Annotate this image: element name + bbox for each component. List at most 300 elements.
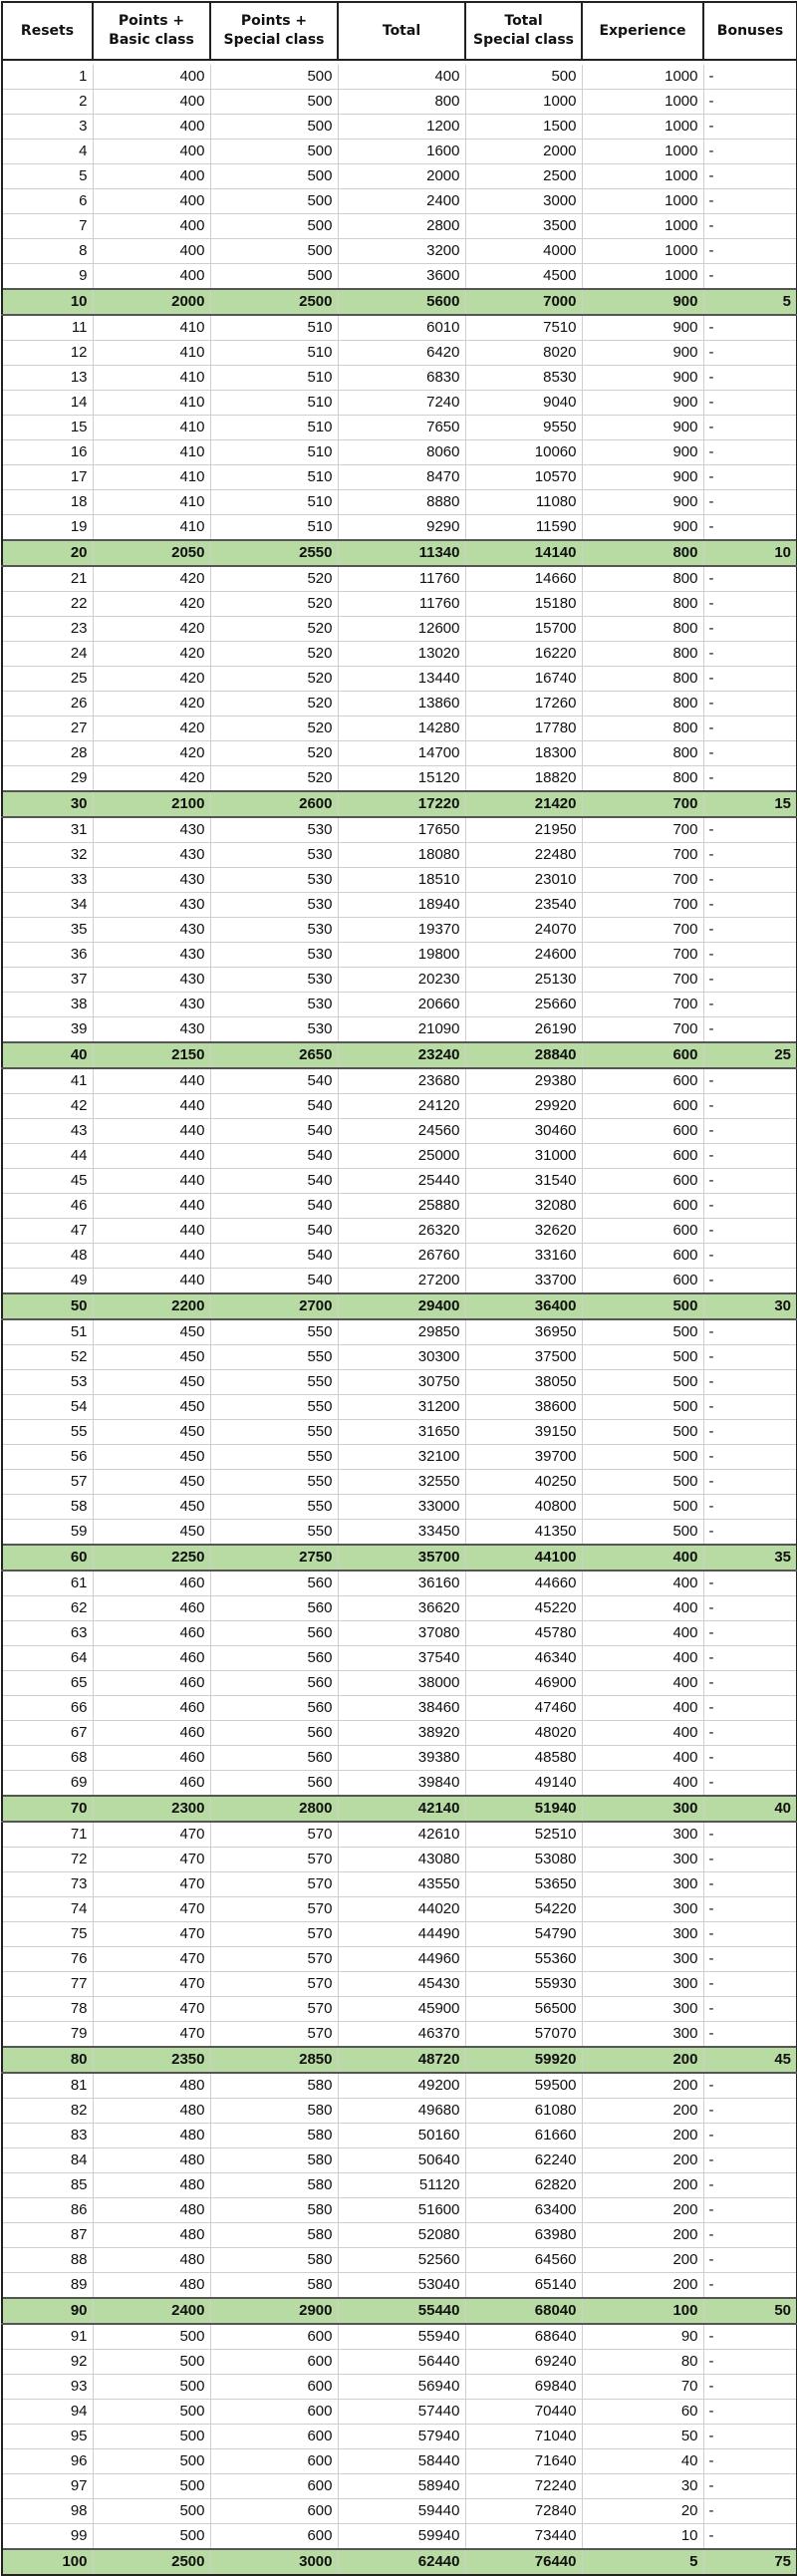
cell-experience: 800 bbox=[582, 667, 703, 692]
table-row bbox=[2, 239, 797, 264]
header-total-special-class: Total Special class bbox=[465, 2, 582, 60]
table-row bbox=[2, 1395, 797, 1420]
cell-total: 25880 bbox=[338, 1194, 465, 1219]
cell-points-special: 570 bbox=[210, 1848, 338, 1872]
table-header bbox=[2, 2, 797, 60]
cell-total: 12600 bbox=[338, 617, 465, 642]
cell-experience: 200 bbox=[582, 2173, 703, 2198]
cell-bonuses: - bbox=[703, 239, 797, 264]
cell-points-special: 2550 bbox=[210, 540, 338, 566]
cell-resets: 15 bbox=[2, 416, 93, 440]
cell-bonuses: - bbox=[703, 1771, 797, 1797]
cell-bonuses: - bbox=[703, 692, 797, 716]
cell-bonuses: - bbox=[703, 189, 797, 214]
cell-resets: 90 bbox=[2, 2298, 93, 2324]
cell-bonuses: - bbox=[703, 140, 797, 164]
cell-resets: 18 bbox=[2, 490, 93, 515]
cell-resets: 44 bbox=[2, 1144, 93, 1169]
cell-points-special: 510 bbox=[210, 440, 338, 465]
cell-total-special: 14660 bbox=[465, 566, 582, 592]
cell-total: 15120 bbox=[338, 766, 465, 792]
cell-total-special: 70440 bbox=[465, 2400, 582, 2425]
cell-resets: 29 bbox=[2, 766, 93, 792]
cell-total: 13020 bbox=[338, 642, 465, 667]
table-row bbox=[2, 1420, 797, 1445]
cell-experience: 400 bbox=[582, 1545, 703, 1571]
cell-total: 25440 bbox=[338, 1169, 465, 1194]
cell-total-special: 46340 bbox=[465, 1646, 582, 1671]
milestone-row bbox=[2, 2549, 797, 2575]
cell-total-special: 24600 bbox=[465, 943, 582, 968]
cell-experience: 700 bbox=[582, 868, 703, 893]
cell-points-basic: 450 bbox=[93, 1470, 210, 1495]
cell-resets: 34 bbox=[2, 893, 93, 918]
cell-total: 33000 bbox=[338, 1495, 465, 1520]
table-row bbox=[2, 617, 797, 642]
table-row bbox=[2, 2524, 797, 2550]
cell-points-special: 2750 bbox=[210, 1545, 338, 1571]
cell-bonuses: - bbox=[703, 2248, 797, 2273]
cell-points-special: 600 bbox=[210, 2350, 338, 2375]
cell-points-basic: 440 bbox=[93, 1219, 210, 1244]
table-row bbox=[2, 366, 797, 391]
cell-points-basic: 420 bbox=[93, 692, 210, 716]
cell-total-special: 37500 bbox=[465, 1345, 582, 1370]
cell-bonuses: - bbox=[703, 1144, 797, 1169]
cell-total-special: 33160 bbox=[465, 1244, 582, 1269]
cell-experience: 600 bbox=[582, 1219, 703, 1244]
cell-bonuses: - bbox=[703, 1746, 797, 1771]
cell-points-special: 500 bbox=[210, 239, 338, 264]
cell-points-basic: 430 bbox=[93, 868, 210, 893]
cell-bonuses: - bbox=[703, 592, 797, 617]
cell-bonuses: - bbox=[703, 2449, 797, 2474]
table-row bbox=[2, 2350, 797, 2375]
cell-total: 8470 bbox=[338, 465, 465, 490]
cell-total-special: 22480 bbox=[465, 843, 582, 868]
cell-bonuses: 45 bbox=[703, 2047, 797, 2073]
cell-total: 30750 bbox=[338, 1370, 465, 1395]
cell-total: 14280 bbox=[338, 716, 465, 741]
cell-total-special: 39700 bbox=[465, 1445, 582, 1470]
table-row bbox=[2, 115, 797, 140]
cell-resets: 4 bbox=[2, 140, 93, 164]
cell-points-basic: 470 bbox=[93, 1872, 210, 1897]
cell-bonuses: - bbox=[703, 1395, 797, 1420]
cell-experience: 60 bbox=[582, 2400, 703, 2425]
table-row bbox=[2, 1696, 797, 1721]
cell-total: 57440 bbox=[338, 2400, 465, 2425]
cell-points-basic: 420 bbox=[93, 642, 210, 667]
cell-bonuses: - bbox=[703, 817, 797, 843]
cell-resets: 17 bbox=[2, 465, 93, 490]
header-resets: Resets bbox=[2, 2, 93, 60]
cell-points-basic: 460 bbox=[93, 1596, 210, 1621]
cell-experience: 20 bbox=[582, 2499, 703, 2524]
cell-bonuses: - bbox=[703, 1596, 797, 1621]
cell-points-basic: 440 bbox=[93, 1169, 210, 1194]
table-row bbox=[2, 65, 797, 90]
cell-points-basic: 500 bbox=[93, 2350, 210, 2375]
cell-resets: 66 bbox=[2, 1696, 93, 1721]
table-row bbox=[2, 2400, 797, 2425]
cell-points-basic: 450 bbox=[93, 1319, 210, 1345]
cell-experience: 300 bbox=[582, 1872, 703, 1897]
header-bonuses: Bonuses bbox=[703, 2, 797, 60]
cell-total: 56940 bbox=[338, 2375, 465, 2400]
cell-total: 49680 bbox=[338, 2099, 465, 2124]
cell-total-special: 61660 bbox=[465, 2124, 582, 2148]
cell-bonuses: - bbox=[703, 1872, 797, 1897]
table-row bbox=[2, 416, 797, 440]
table-row bbox=[2, 1345, 797, 1370]
cell-resets: 63 bbox=[2, 1621, 93, 1646]
cell-resets: 16 bbox=[2, 440, 93, 465]
cell-points-basic: 470 bbox=[93, 1822, 210, 1848]
cell-total-special: 10060 bbox=[465, 440, 582, 465]
cell-total: 59940 bbox=[338, 2524, 465, 2550]
cell-resets: 70 bbox=[2, 1796, 93, 1822]
cell-experience: 700 bbox=[582, 968, 703, 993]
cell-bonuses: - bbox=[703, 1194, 797, 1219]
table-row bbox=[2, 1922, 797, 1947]
cell-points-special: 540 bbox=[210, 1269, 338, 1294]
cell-total: 11340 bbox=[338, 540, 465, 566]
cell-points-basic: 410 bbox=[93, 515, 210, 541]
header-row bbox=[2, 2, 797, 60]
cell-resets: 26 bbox=[2, 692, 93, 716]
cell-resets: 95 bbox=[2, 2425, 93, 2449]
cell-bonuses: - bbox=[703, 1445, 797, 1470]
table-row bbox=[2, 2148, 797, 2173]
cell-bonuses: - bbox=[703, 2073, 797, 2099]
cell-points-basic: 470 bbox=[93, 1947, 210, 1972]
cell-points-basic: 2300 bbox=[93, 1796, 210, 1822]
cell-resets: 23 bbox=[2, 617, 93, 642]
cell-points-special: 560 bbox=[210, 1671, 338, 1696]
table-row bbox=[2, 2073, 797, 2099]
table-row bbox=[2, 817, 797, 843]
cell-resets: 46 bbox=[2, 1194, 93, 1219]
table-row bbox=[2, 893, 797, 918]
cell-points-special: 560 bbox=[210, 1696, 338, 1721]
cell-total: 38920 bbox=[338, 1721, 465, 1746]
cell-bonuses: - bbox=[703, 2198, 797, 2223]
cell-total-special: 23010 bbox=[465, 868, 582, 893]
cell-experience: 300 bbox=[582, 1822, 703, 1848]
cell-total-special: 73440 bbox=[465, 2524, 582, 2550]
resets-table bbox=[1, 1, 797, 2576]
cell-resets: 47 bbox=[2, 1219, 93, 1244]
cell-total-special: 16220 bbox=[465, 642, 582, 667]
cell-experience: 800 bbox=[582, 716, 703, 741]
cell-points-basic: 480 bbox=[93, 2223, 210, 2248]
cell-points-special: 580 bbox=[210, 2073, 338, 2099]
cell-points-basic: 500 bbox=[93, 2449, 210, 2474]
table-row bbox=[2, 868, 797, 893]
cell-resets: 79 bbox=[2, 2022, 93, 2048]
cell-experience: 700 bbox=[582, 1017, 703, 1043]
cell-total-special: 1000 bbox=[465, 90, 582, 115]
cell-total: 38460 bbox=[338, 1696, 465, 1721]
cell-bonuses: - bbox=[703, 490, 797, 515]
cell-experience: 600 bbox=[582, 1068, 703, 1094]
cell-total-special: 76440 bbox=[465, 2549, 582, 2575]
cell-total: 38000 bbox=[338, 1671, 465, 1696]
cell-experience: 900 bbox=[582, 315, 703, 341]
cell-bonuses: - bbox=[703, 214, 797, 239]
table-row bbox=[2, 2273, 797, 2299]
cell-total-special: 40250 bbox=[465, 1470, 582, 1495]
cell-points-basic: 2000 bbox=[93, 289, 210, 315]
cell-bonuses: 30 bbox=[703, 1293, 797, 1319]
cell-points-basic: 470 bbox=[93, 1922, 210, 1947]
cell-total-special: 65140 bbox=[465, 2273, 582, 2299]
cell-points-basic: 430 bbox=[93, 968, 210, 993]
cell-resets: 92 bbox=[2, 2350, 93, 2375]
cell-points-basic: 480 bbox=[93, 2099, 210, 2124]
cell-bonuses: - bbox=[703, 1068, 797, 1094]
cell-points-special: 520 bbox=[210, 692, 338, 716]
cell-experience: 900 bbox=[582, 440, 703, 465]
cell-total-special: 48020 bbox=[465, 1721, 582, 1746]
cell-total-special: 38050 bbox=[465, 1370, 582, 1395]
cell-resets: 10 bbox=[2, 289, 93, 315]
cell-experience: 500 bbox=[582, 1420, 703, 1445]
cell-bonuses: 25 bbox=[703, 1042, 797, 1068]
cell-bonuses: - bbox=[703, 366, 797, 391]
cell-experience: 30 bbox=[582, 2474, 703, 2499]
table-row bbox=[2, 766, 797, 792]
cell-total: 44020 bbox=[338, 1897, 465, 1922]
cell-total: 6010 bbox=[338, 315, 465, 341]
table-row bbox=[2, 1596, 797, 1621]
cell-experience: 800 bbox=[582, 741, 703, 766]
cell-points-special: 570 bbox=[210, 1947, 338, 1972]
cell-total-special: 64560 bbox=[465, 2248, 582, 2273]
cell-points-special: 510 bbox=[210, 391, 338, 416]
cell-bonuses: - bbox=[703, 1420, 797, 1445]
cell-points-special: 600 bbox=[210, 2499, 338, 2524]
cell-points-basic: 410 bbox=[93, 416, 210, 440]
cell-bonuses: 35 bbox=[703, 1545, 797, 1571]
cell-points-special: 530 bbox=[210, 943, 338, 968]
cell-bonuses: - bbox=[703, 1119, 797, 1144]
cell-total-special: 7000 bbox=[465, 289, 582, 315]
cell-experience: 10 bbox=[582, 2524, 703, 2550]
table-row bbox=[2, 1897, 797, 1922]
cell-total: 49200 bbox=[338, 2073, 465, 2099]
cell-total-special: 33700 bbox=[465, 1269, 582, 1294]
cell-total: 43550 bbox=[338, 1872, 465, 1897]
cell-experience: 800 bbox=[582, 617, 703, 642]
cell-total-special: 40800 bbox=[465, 1495, 582, 1520]
cell-points-basic: 420 bbox=[93, 716, 210, 741]
cell-resets: 77 bbox=[2, 1972, 93, 1997]
cell-points-basic: 450 bbox=[93, 1370, 210, 1395]
cell-points-basic: 400 bbox=[93, 214, 210, 239]
cell-experience: 800 bbox=[582, 692, 703, 716]
cell-points-special: 530 bbox=[210, 893, 338, 918]
cell-points-basic: 460 bbox=[93, 1671, 210, 1696]
cell-experience: 700 bbox=[582, 918, 703, 943]
cell-bonuses: - bbox=[703, 766, 797, 792]
cell-total-special: 36400 bbox=[465, 1293, 582, 1319]
cell-points-special: 600 bbox=[210, 2474, 338, 2499]
cell-points-special: 560 bbox=[210, 1746, 338, 1771]
cell-resets: 80 bbox=[2, 2047, 93, 2073]
cell-total: 26320 bbox=[338, 1219, 465, 1244]
cell-points-special: 600 bbox=[210, 2324, 338, 2350]
cell-points-basic: 480 bbox=[93, 2148, 210, 2173]
cell-bonuses: - bbox=[703, 2324, 797, 2350]
table-row bbox=[2, 1571, 797, 1596]
cell-resets: 59 bbox=[2, 1520, 93, 1546]
cell-total: 2400 bbox=[338, 189, 465, 214]
table-row bbox=[2, 1094, 797, 1119]
cell-points-basic: 480 bbox=[93, 2124, 210, 2148]
cell-resets: 43 bbox=[2, 1119, 93, 1144]
cell-resets: 36 bbox=[2, 943, 93, 968]
cell-points-special: 550 bbox=[210, 1470, 338, 1495]
cell-total: 800 bbox=[338, 90, 465, 115]
cell-points-basic: 440 bbox=[93, 1119, 210, 1144]
cell-experience: 700 bbox=[582, 943, 703, 968]
cell-total: 400 bbox=[338, 65, 465, 90]
cell-bonuses: - bbox=[703, 2099, 797, 2124]
cell-total-special: 53080 bbox=[465, 1848, 582, 1872]
cell-total-special: 24070 bbox=[465, 918, 582, 943]
cell-total-special: 54220 bbox=[465, 1897, 582, 1922]
cell-points-basic: 500 bbox=[93, 2400, 210, 2425]
table-row bbox=[2, 2223, 797, 2248]
cell-experience: 700 bbox=[582, 791, 703, 817]
cell-points-special: 510 bbox=[210, 341, 338, 366]
cell-points-special: 600 bbox=[210, 2425, 338, 2449]
table-row bbox=[2, 2022, 797, 2048]
cell-points-basic: 500 bbox=[93, 2474, 210, 2499]
cell-total-special: 7510 bbox=[465, 315, 582, 341]
cell-total: 24120 bbox=[338, 1094, 465, 1119]
cell-resets: 5 bbox=[2, 164, 93, 189]
cell-points-basic: 460 bbox=[93, 1646, 210, 1671]
cell-bonuses: - bbox=[703, 893, 797, 918]
cell-resets: 52 bbox=[2, 1345, 93, 1370]
cell-points-special: 2700 bbox=[210, 1293, 338, 1319]
cell-total: 23680 bbox=[338, 1068, 465, 1094]
cell-experience: 400 bbox=[582, 1696, 703, 1721]
cell-resets: 12 bbox=[2, 341, 93, 366]
table-row bbox=[2, 1017, 797, 1043]
cell-points-basic: 460 bbox=[93, 1696, 210, 1721]
cell-total-special: 18820 bbox=[465, 766, 582, 792]
cell-points-basic: 440 bbox=[93, 1194, 210, 1219]
cell-bonuses: - bbox=[703, 416, 797, 440]
cell-resets: 67 bbox=[2, 1721, 93, 1746]
cell-resets: 42 bbox=[2, 1094, 93, 1119]
cell-experience: 90 bbox=[582, 2324, 703, 2350]
cell-bonuses: - bbox=[703, 1848, 797, 1872]
cell-total: 1200 bbox=[338, 115, 465, 140]
resets-table-container bbox=[1, 1, 797, 2576]
cell-total: 51120 bbox=[338, 2173, 465, 2198]
cell-experience: 400 bbox=[582, 1621, 703, 1646]
cell-bonuses: - bbox=[703, 1696, 797, 1721]
cell-points-basic: 480 bbox=[93, 2073, 210, 2099]
cell-points-special: 510 bbox=[210, 416, 338, 440]
table-row bbox=[2, 667, 797, 692]
cell-points-special: 580 bbox=[210, 2099, 338, 2124]
cell-resets: 48 bbox=[2, 1244, 93, 1269]
table-body bbox=[2, 60, 797, 2575]
cell-resets: 81 bbox=[2, 2073, 93, 2099]
cell-total-special: 21420 bbox=[465, 791, 582, 817]
cell-resets: 49 bbox=[2, 1269, 93, 1294]
cell-resets: 51 bbox=[2, 1319, 93, 1345]
cell-total: 25000 bbox=[338, 1144, 465, 1169]
table-row bbox=[2, 465, 797, 490]
cell-points-special: 550 bbox=[210, 1495, 338, 1520]
cell-total-special: 69840 bbox=[465, 2375, 582, 2400]
cell-experience: 200 bbox=[582, 2273, 703, 2299]
cell-total: 37540 bbox=[338, 1646, 465, 1671]
table-row bbox=[2, 1370, 797, 1395]
cell-points-basic: 410 bbox=[93, 465, 210, 490]
cell-points-special: 520 bbox=[210, 592, 338, 617]
cell-bonuses: 10 bbox=[703, 540, 797, 566]
table-row bbox=[2, 2099, 797, 2124]
cell-total-special: 54790 bbox=[465, 1922, 582, 1947]
cell-experience: 400 bbox=[582, 1646, 703, 1671]
cell-experience: 5 bbox=[582, 2549, 703, 2575]
cell-experience: 1000 bbox=[582, 164, 703, 189]
cell-points-special: 520 bbox=[210, 766, 338, 792]
cell-experience: 800 bbox=[582, 642, 703, 667]
cell-points-special: 600 bbox=[210, 2524, 338, 2550]
cell-total: 27200 bbox=[338, 1269, 465, 1294]
cell-resets: 86 bbox=[2, 2198, 93, 2223]
cell-points-special: 530 bbox=[210, 868, 338, 893]
cell-points-special: 500 bbox=[210, 189, 338, 214]
cell-total-special: 8530 bbox=[465, 366, 582, 391]
cell-total: 36620 bbox=[338, 1596, 465, 1621]
table-row bbox=[2, 918, 797, 943]
cell-experience: 900 bbox=[582, 490, 703, 515]
cell-experience: 1000 bbox=[582, 140, 703, 164]
cell-resets: 98 bbox=[2, 2499, 93, 2524]
cell-experience: 600 bbox=[582, 1119, 703, 1144]
cell-bonuses: - bbox=[703, 65, 797, 90]
cell-total-special: 25130 bbox=[465, 968, 582, 993]
cell-bonuses: - bbox=[703, 264, 797, 290]
cell-total-special: 500 bbox=[465, 65, 582, 90]
cell-bonuses: - bbox=[703, 2022, 797, 2048]
table-row bbox=[2, 566, 797, 592]
cell-points-special: 510 bbox=[210, 315, 338, 341]
table-row bbox=[2, 943, 797, 968]
cell-points-basic: 420 bbox=[93, 766, 210, 792]
cell-experience: 900 bbox=[582, 289, 703, 315]
cell-total: 62440 bbox=[338, 2549, 465, 2575]
cell-total: 31200 bbox=[338, 1395, 465, 1420]
cell-experience: 80 bbox=[582, 2350, 703, 2375]
cell-points-special: 600 bbox=[210, 2400, 338, 2425]
cell-resets: 21 bbox=[2, 566, 93, 592]
table-row bbox=[2, 1671, 797, 1696]
header-experience: Experience bbox=[582, 2, 703, 60]
cell-experience: 1000 bbox=[582, 264, 703, 290]
cell-experience: 900 bbox=[582, 465, 703, 490]
